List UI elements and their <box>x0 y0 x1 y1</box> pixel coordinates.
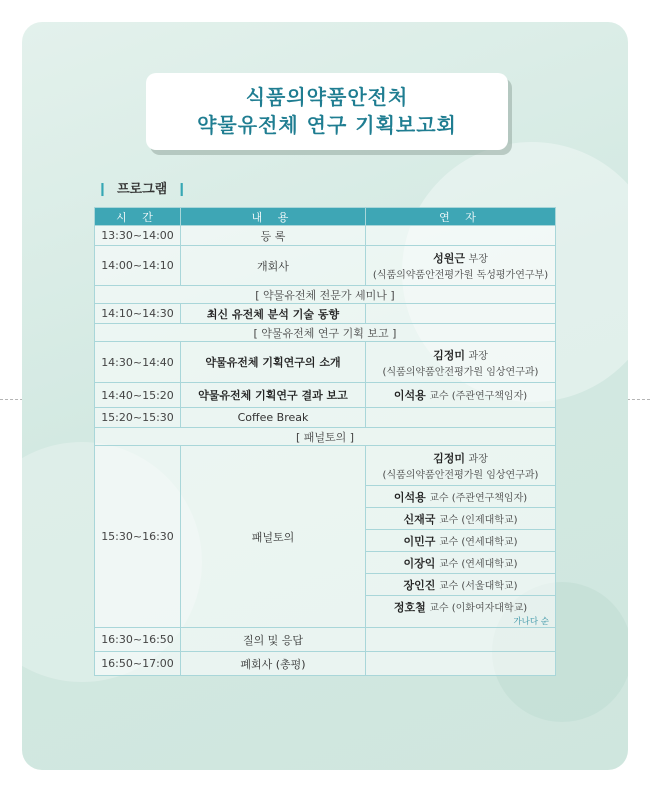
speaker-cell <box>366 342 556 383</box>
speaker-rank: 교수 (주관연구책임자) <box>429 391 528 402</box>
order-note: 가나다 순 <box>513 617 549 627</box>
panelist-cell <box>366 596 556 628</box>
section-row <box>95 286 556 304</box>
content-cell: 등 록 <box>181 226 366 246</box>
table-row <box>95 304 556 324</box>
content-cell: 약물유전체 기획연구의 소개 <box>181 342 366 383</box>
panelist-cell <box>366 530 556 552</box>
speaker-cell <box>366 628 556 652</box>
time-cell: 16:30~16:50 <box>95 628 181 652</box>
time-cell: 15:30~16:30 <box>95 446 181 628</box>
panelist-name: 이민구 <box>403 534 436 548</box>
program-table <box>94 207 556 676</box>
panelist-name: 정호철 <box>393 601 426 614</box>
panelist-rank: 과장 <box>468 454 488 465</box>
panel-row <box>95 446 556 486</box>
table-row <box>95 226 556 246</box>
content-cell: 질의 및 응답 <box>181 628 366 652</box>
section-label: [ 약물유전체 연구 기획 보고 ] <box>95 324 556 342</box>
speaker-affiliation: (식품의약품안전평가원 독성평가연구부) <box>372 270 549 281</box>
section-row <box>95 324 556 342</box>
table-row <box>95 628 556 652</box>
header-content: 내 용 <box>181 208 366 226</box>
panelist-rank: 교수 (연세대학교) <box>438 558 518 570</box>
title-line-1: 식품의약품안전처 <box>245 85 409 109</box>
panelist-cell <box>366 552 556 574</box>
speaker-cell <box>366 652 556 676</box>
heading-bar-icon: ❙ <box>97 182 108 197</box>
time-cell: 15:20~15:30 <box>95 408 181 428</box>
panelist-cell <box>366 508 556 530</box>
title-box <box>146 73 508 150</box>
title-line-2: 약물유전체 연구 기획보고회 <box>197 113 457 137</box>
speaker-cell <box>366 226 556 246</box>
panelist-name: 김정미 <box>433 452 466 465</box>
table-row <box>95 408 556 428</box>
section-label: [ 약물유전체 전문가 세미나 ] <box>95 286 556 304</box>
panelist-rank: 교수 (주관연구책임자) <box>429 492 528 504</box>
table-row <box>95 342 556 383</box>
content-cell: Coffee Break <box>181 408 366 428</box>
panelist-name: 신재국 <box>403 512 436 526</box>
header-time: 시 간 <box>95 208 181 226</box>
speaker-name: 이석용 <box>393 389 426 402</box>
time-cell: 13:30~14:00 <box>95 226 181 246</box>
panelist-cell <box>366 446 556 486</box>
panelist-rank: 교수 (이화여자대학교) <box>429 603 528 614</box>
content-cell: 패널토의 <box>181 446 366 628</box>
table-row <box>95 383 556 408</box>
speaker-cell <box>366 304 556 324</box>
section-row <box>95 428 556 446</box>
content-cell: 개회사 <box>181 246 366 286</box>
speaker-name: 성원근 <box>433 252 466 265</box>
speaker-cell <box>366 246 556 286</box>
table-row <box>95 246 556 286</box>
time-cell: 16:50~17:00 <box>95 652 181 676</box>
speaker-cell <box>366 408 556 428</box>
panelist-cell <box>366 486 556 508</box>
heading-bar-icon: ❙ <box>176 182 188 197</box>
time-cell: 14:10~14:30 <box>95 304 181 324</box>
panelist-rank: 교수 (연세대학교) <box>438 536 518 548</box>
content-cell: 약물유전체 기획연구 결과 보고 <box>181 383 366 408</box>
speaker-name: 김정미 <box>433 348 466 362</box>
speaker-rank: 과장 <box>468 350 488 362</box>
panelist-rank: 교수 (인제대학교) <box>438 514 518 526</box>
time-cell: 14:40~15:20 <box>95 383 181 408</box>
speaker-rank: 부장 <box>468 254 488 265</box>
section-title: 프로그램 <box>116 182 168 197</box>
section-heading <box>97 178 187 197</box>
panelist-name: 장인진 <box>403 578 436 592</box>
time-cell: 14:30~14:40 <box>95 342 181 383</box>
table-row <box>95 652 556 676</box>
speaker-cell <box>366 383 556 408</box>
panelist-name: 이석용 <box>393 490 426 504</box>
speaker-affiliation: (식품의약품안전평가원 임상연구과) <box>382 366 539 378</box>
time-cell: 14:00~14:10 <box>95 246 181 286</box>
header-speaker: 연 자 <box>366 208 556 226</box>
panelist-name: 이장익 <box>403 556 436 570</box>
panelist-cell <box>366 574 556 596</box>
panelist-affiliation: (식품의약품안전평가원 임상연구과) <box>382 470 539 481</box>
panelist-rank: 교수 (서울대학교) <box>438 580 518 592</box>
table-header-row <box>95 208 556 226</box>
content-cell: 폐회사 (총평) <box>181 652 366 676</box>
section-label: [ 패널토의 ] <box>95 428 556 446</box>
content-cell: 최신 유전체 분석 기술 동향 <box>181 304 366 324</box>
